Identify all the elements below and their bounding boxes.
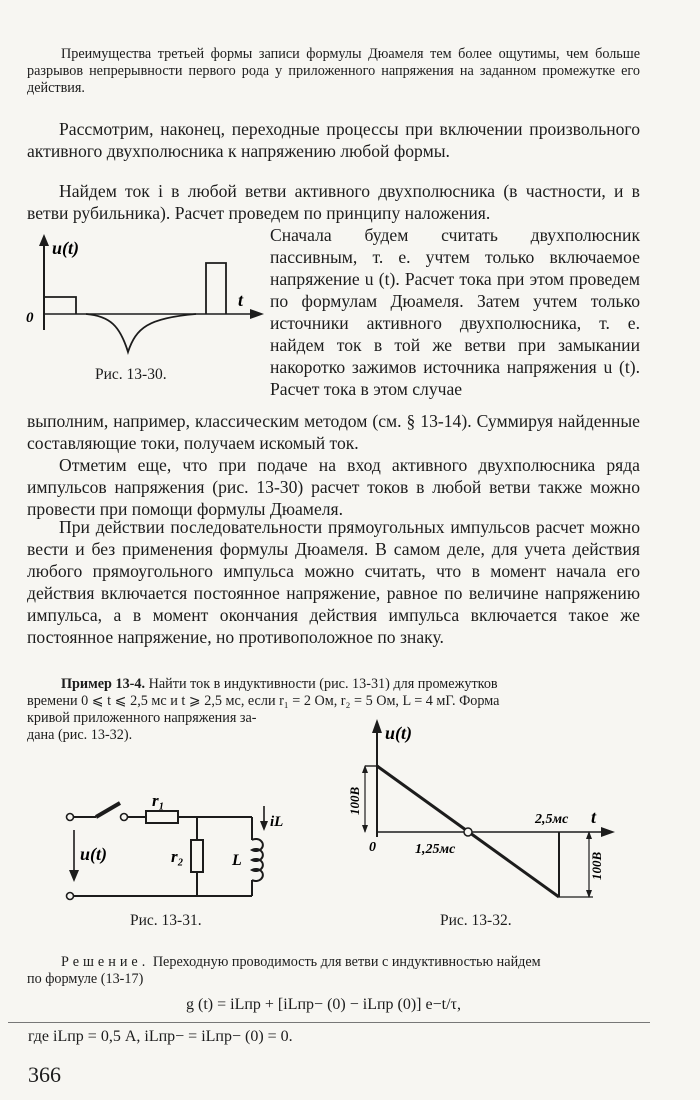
y-label: u(t) bbox=[52, 238, 79, 258]
r2-label: r₂ bbox=[171, 847, 184, 866]
paragraph-2-lead: Найдем ток i в любой ветви активного двухполюсника (в частности, и в ветви рубильника). Расчет проведем по принципу наложения. bbox=[27, 181, 640, 223]
page-number: 366 bbox=[28, 1062, 61, 1087]
y-arrow bbox=[372, 719, 382, 733]
inductor-coil bbox=[252, 839, 263, 881]
x-arrow bbox=[250, 309, 264, 319]
paragraph-2-wrapped: Сначала будем считать двухполюсник пассивным, т. е. учтем только включаемое напряжение u (t). Расчет тока при этом проведем по формулам Дюамеля. Затем учтем только источники активного двухполюсника, т. е. найдем ток в той же ветви при замыкании накоротко зажимов источника напряжения u (t). Расчет тока в этом случае bbox=[270, 225, 640, 399]
y-label: u(t) bbox=[385, 723, 412, 743]
example-text-1: Найти ток в индуктивности (рис. 13-31) для промежутков bbox=[148, 676, 498, 692]
tall-pulse bbox=[206, 263, 226, 314]
solution-line-1 bbox=[27, 954, 647, 971]
figure-13-32 bbox=[335, 715, 625, 915]
x-arrow bbox=[601, 827, 615, 837]
paragraph-4: При действии последовательности прямоугольных импульсов расчет можно вести и без применения формулы Дюамеля. В самом деле, для учета действия любого прямоугольного импульса можно считать, что в момент начала его действия включается постоянное напряжение, равное по величине напряжению импульса, а в момент окончания действия импульса включается такое же постоянное напряжение, но противоположное по знаку. bbox=[27, 517, 640, 647]
figure-13-31 bbox=[52, 790, 292, 915]
formula-where: где iLпр = 0,5 А, iLпр− = iLпр− (0) = 0. bbox=[28, 1028, 293, 1045]
resistor-r2 bbox=[191, 840, 203, 872]
intro-paragraph: Преимущества третьей формы записи формулы Дюамеля тем более ощутимы, чем больше разрывов непрерывности первого рода у приложенного напряжения на заданном промежутке его действия. bbox=[27, 46, 640, 96]
il-label: iL bbox=[270, 814, 284, 830]
dim-arrow bbox=[362, 825, 368, 833]
r1-label: r₁ bbox=[152, 791, 165, 810]
end-time-label: 2,5мс bbox=[535, 812, 569, 827]
switch-contact bbox=[121, 814, 128, 821]
current-arrowhead bbox=[260, 821, 268, 831]
zero-crossing-point bbox=[464, 828, 472, 836]
example-line-3: кривой приложенного напряжения за- bbox=[27, 710, 257, 726]
origin-label: 0 bbox=[26, 310, 34, 326]
rule-line bbox=[8, 1022, 650, 1023]
caption-13-30: Рис. 13-30. bbox=[95, 366, 167, 383]
caption-13-31: Рис. 13-31. bbox=[130, 912, 202, 929]
y-arrow bbox=[39, 234, 49, 246]
paragraph-3: Отметим еще, что при подаче на вход активного двухполюсника ряда импульсов напряжения (рис. 13-30) расчет токов в любой ветви также можно провести при помощи формулы Дюамеля. bbox=[27, 455, 640, 519]
paragraph-2-tail: выполним, например, классическим методом (см. § 13-14). Суммируя найденные составляющие токи, получаем искомый ток. bbox=[27, 411, 640, 453]
down-voltage-label: 100В bbox=[589, 851, 604, 880]
u-label: u(t) bbox=[80, 844, 107, 864]
switch-blade bbox=[96, 803, 120, 817]
resistor-r1 bbox=[146, 811, 178, 823]
solution-heading: Решение. bbox=[61, 954, 150, 970]
solution-line-2: по формуле (13-17) bbox=[27, 971, 144, 987]
example-line-1 bbox=[27, 676, 640, 693]
x-label: t bbox=[238, 290, 244, 310]
up-voltage-label: 100В bbox=[347, 786, 362, 815]
example-line-2: времени 0 ⩽ t ⩽ 2,5 мс и t ⩾ 2,5 мс, если r₁ = 2 Ом, r₂ = 5 Ом, L = 4 мГ. Форма bbox=[27, 693, 500, 709]
solution-text-1: Переходную проводимость для ветви с индуктивностью найдем bbox=[152, 954, 541, 970]
x-label: t bbox=[591, 807, 597, 827]
terminal-top bbox=[67, 814, 74, 821]
rect-pulse bbox=[44, 297, 76, 314]
caption-13-32: Рис. 13-32. bbox=[440, 912, 512, 929]
voltage-arrowhead bbox=[69, 870, 79, 882]
negative-pulse bbox=[86, 314, 196, 352]
paragraph-1: Рассмотрим, наконец, переходные процессы при включении произвольного активного двухполюсника к напряжению любой формы. bbox=[27, 119, 640, 161]
origin-label: 0 bbox=[369, 840, 376, 855]
example-heading: Пример 13-4. bbox=[61, 676, 146, 692]
mid-time-label: 1,25мс bbox=[415, 842, 456, 857]
formula-g: g (t) = iLпр + [iLпр− (0) − iLпр (0)] e−t/τ, bbox=[186, 996, 461, 1013]
terminal-bottom bbox=[67, 893, 74, 900]
example-line-4: дана (рис. 13-32). bbox=[27, 727, 133, 743]
l-label: L bbox=[232, 852, 242, 869]
